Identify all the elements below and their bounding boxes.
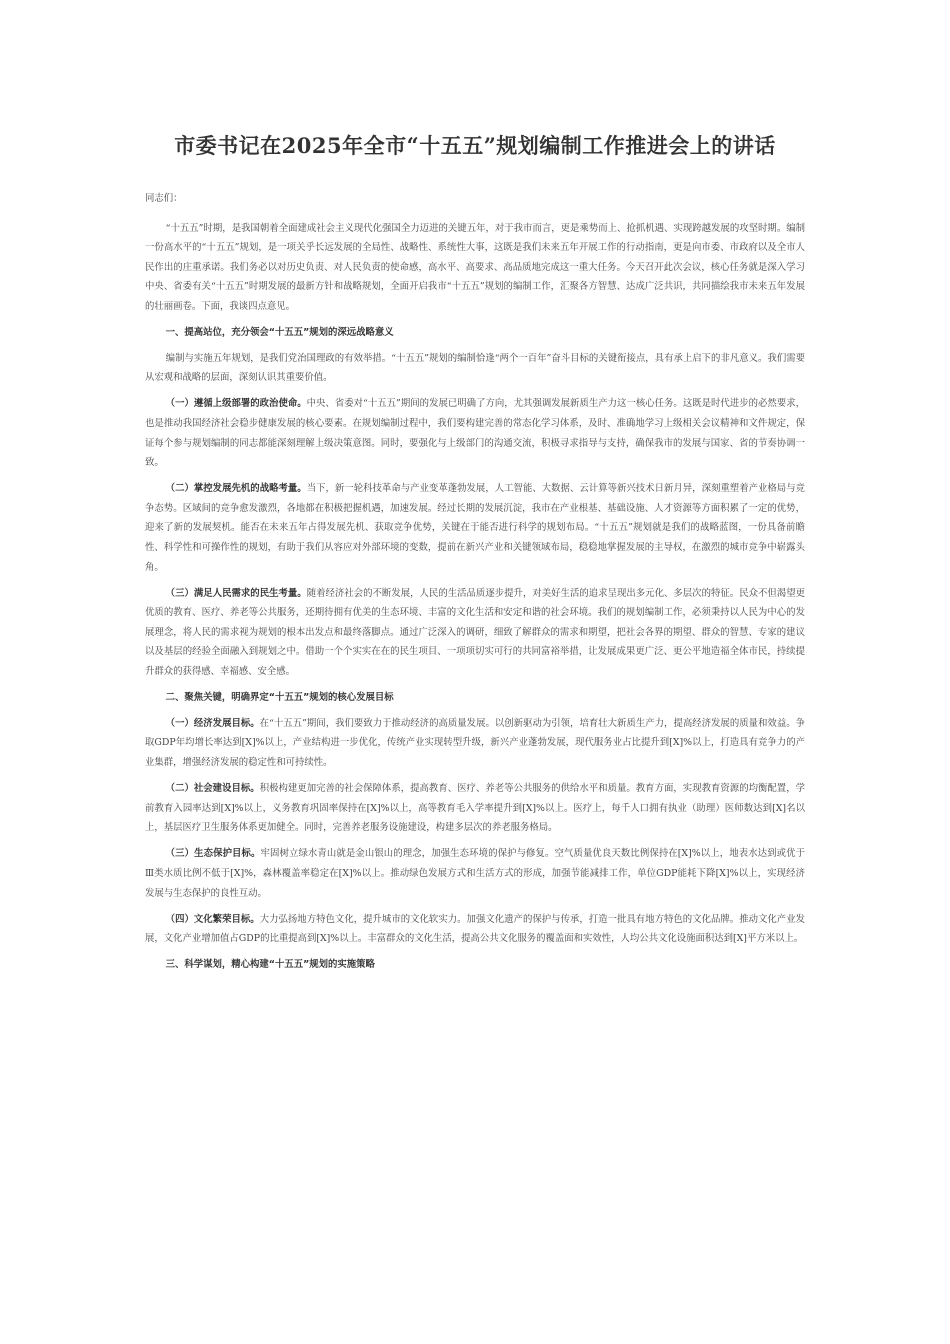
item-text: 中央、省委对“十五五”期间的发展已明确了方向，尤其强调发展新质生产力这一核心任务。这既是时代进步的必然要求，也是推动我国经济社会稳步健康发展的核心要素。在规划编制过程中，我们要构建完善的常态化学习体系，及时、准确地学习上级相关会议精神和文件规定，保证每个参与规划编制的同志都能深刻理解上级决策意图。同时，要强化与上级部门的沟通交流，积极寻求指导与支持，确保我市的发展与国家、省的节奏协调一致。 <box>145 398 805 469</box>
item-text: 随着经济社会的不断发展，人民的生活品质逐步提升，对美好生活的追求呈现出多元化、多层次的特征。民众不但渴望更优质的教育、医疗、养老等公共服务，还期待拥有优美的生态环境、丰富的文化生活和安定和谐的社会环境。我们的规划编制工作，必须秉持以人民为中心的发展理念，将人民的需求视为规划的根本出发点和最终落脚点。通过广泛深入的调研，细致了解群众的需求和期望，把社会各界的期望、群众的智慧、专家的建议以及基层的经验全面融入到规划之中。借助一个个实实在在的民生项目、一项项切实可行的共同富裕举措，让发展成果更广泛、更公平地造福全体市民，持续提升群众的获得感、幸福感、安全感。 <box>145 587 805 678</box>
item-lead: （三）满足人民需求的民生考量。 <box>165 587 307 599</box>
item-text: 牢固树立绿水青山就是金山银山的理念，加强生态环境的保护与修复。空气质量优良天数比例保持在[X]%以上，地表水达到或优于Ⅲ类水质比例不低于[X]%，森林覆盖率稳定在[X]%以上。推动绿色发展方式和生活方式的形成，加强节能减排工作，单位GDP能耗下降[X]%以上，实现经济发展与生态保护的良性互动。 <box>145 848 805 899</box>
document-body <box>145 189 805 981</box>
section-heading-3: 三、科学谋划，精心构建“十五五”规划的实施策略 <box>165 959 375 971</box>
item-text: 当下，新一轮科技革命与产业变革蓬勃发展，人工智能、大数据、云计算等新兴技术日新月异，深刻重塑着产业格局与竞争态势。区域间的竞争愈发激烈，各地都在积极把握机遇，加速发展。经过长期的发展沉淀，我市在产业根基、基础设施、人才资源等方面积累了一定的优势，迎来了新的发展契机。能否在未来五年占得发展先机、获取竞争优势，关键在于能否进行科学的规划布局。“十五五”规划就是我们的战略蓝图，一份具备前瞻性、科学性和可操作性的规划，有助于我们从容应对外部环境的变数，提前在新兴产业和关键领域布局，稳稳地掌握发展的主导权，在激烈的城市竞争中崭露头角。 <box>145 483 805 573</box>
section2-item-2 <box>145 779 805 838</box>
salutation: 同志们： <box>145 193 183 204</box>
item-lead: （二）社会建设目标。 <box>165 783 260 795</box>
item-lead: （一）经济发展目标。 <box>165 717 260 729</box>
section2-item-3 <box>145 844 805 903</box>
section1-item-3 <box>145 584 805 682</box>
section1-item-2 <box>145 479 805 577</box>
page-title: 市委书记在2025年全市“十五五”规划编制工作推进会上的讲话 <box>174 133 776 158</box>
section1-paragraph: 编制与实施五年规划，是我们党治国理政的有效举措。“十五五”规划的编制恰逢“两个一百年”奋斗目标的关键衔接点，具有承上启下的非凡意义。我们需要从宏观和战略的层面，深刻认识其重要价值。 <box>145 352 805 384</box>
section-heading-1: 一、提高站位，充分领会“十五五”规划的深远战略意义 <box>165 327 394 339</box>
item-text: 在“十五五”期间，我们要致力于推动经济的高质量发展。以创新驱动为引领，培育壮大新质生产力，提高经济发展的质量和效益。争取GDP年均增长率达到[X]%以上，产业结构进一步优化，传统产业实现转型升级，新兴产业蓬勃发展，现代服务业占比提升到[X]%以上，打造具有竞争力的产业集群，增强经济发展的稳定性和可持续性。 <box>145 717 805 768</box>
section2-item-1 <box>145 714 805 773</box>
intro-paragraph: “十五五”时期，是我国朝着全面建成社会主义现代化强国全力迈进的关键五年，对于我市而言，更是乘势而上、抢抓机遇、实现跨越发展的攻坚时期。编制一份高水平的“十五五”规划，是一项关乎长远发展的全局性、战略性、系统性大事，这既是我们未来五年开展工作的行动指南，更是向市委、市政府以及全市人民作出的庄重承诺。我们务必以对历史负责、对人民负责的使命感，高水平、高要求、高品质地完成这一重大任务。今天召开此次会议，核心任务就是深入学习中央、省委有关“十五五”时期发展的最新方针和战略规划，全面开启我市“十五五”规划的编制工作，汇聚各方智慧、达成广泛共识，共同描绘我市未来五年发展的壮丽画卷。下面，我谈四点意见。 <box>145 222 805 312</box>
item-text: 积极构建更加完善的社会保障体系，提高教育、医疗、养老等公共服务的供给水平和质量。教育方面，实现教育资源的均衡配置，学前教育入园率达到[X]%以上，义务教育巩固率保持在[X]%以上，高等教育毛入学率提升到[X]%以上。医疗上，每千人口拥有执业（助理）医师数达到[X]名以上，基层医疗卫生服务体系更加健全。同时，完善养老服务设施建设，构建多层次的养老服务格局。 <box>145 783 805 834</box>
section2-item-4 <box>145 910 805 949</box>
section-heading-2: 二、聚焦关键，明确界定“十五五”规划的核心发展目标 <box>165 692 394 704</box>
item-text: 大力弘扬地方特色文化，提升城市的文化软实力。加强文化遗产的保护与传承，打造一批具有地方特色的文化品牌。推动文化产业发展，文化产业增加值占GDP的比重提高到[X]%以上。丰富群众的文化生活，提高公共文化服务的覆盖面和实效性，人均公共文化设施面积达到[X]平方米以上。 <box>145 913 805 945</box>
item-lead: （三）生态保护目标。 <box>165 848 261 860</box>
item-lead: （二）掌控发展先机的战略考量。 <box>165 483 307 495</box>
item-lead: （四）文化繁荣目标。 <box>165 913 260 925</box>
section1-item-1 <box>145 394 805 472</box>
item-lead: （一）遵循上级部署的政治使命。 <box>165 398 307 410</box>
